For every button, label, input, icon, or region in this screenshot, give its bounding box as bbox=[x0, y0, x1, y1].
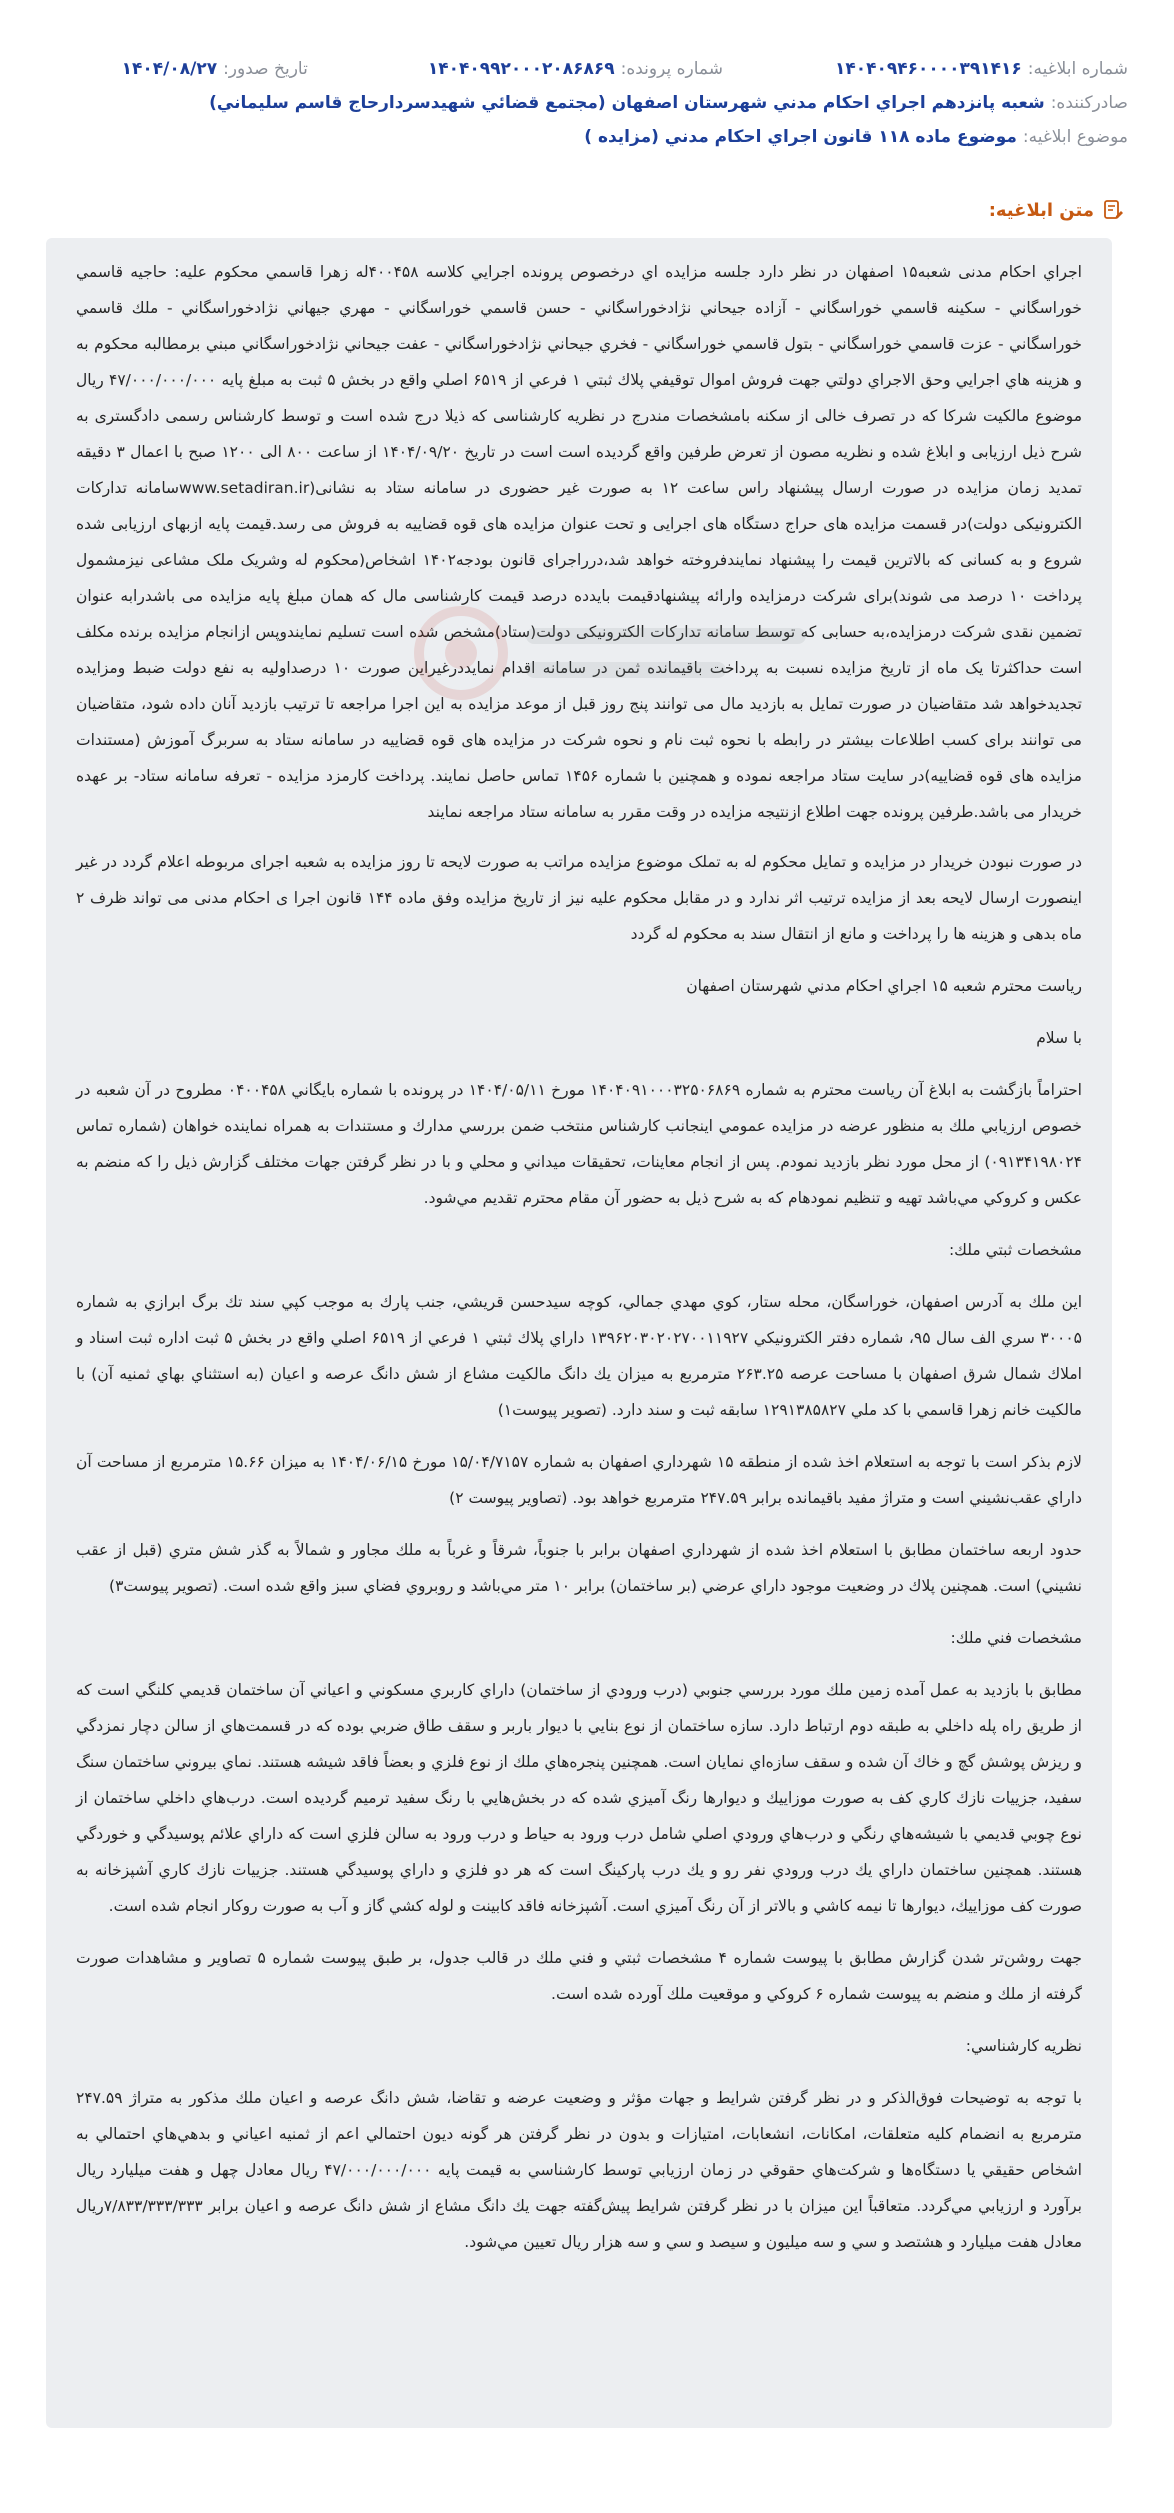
heading-expert-opinion: نظريه كارشناسي: bbox=[965, 2037, 1082, 2055]
subject-value: موضوع ماده ۱۱۸ قانون اجراي احكام مدني (مزايده ) bbox=[584, 127, 1017, 147]
notice-number-label: شماره ابلاغیه: bbox=[1027, 59, 1128, 79]
paragraph-registration-details: اين ملك به آدرس اصفهان، خوراسگان، محله ستار، كوي مهدي جمالي، كوچه سيدحسن قريشي، جنب پارك به موجب كپي سند تك برگ ابرازي به شماره ۳۰۰۰۵ سري الف سال ۹۵، شماره دفتر الكترونيكي ۱۳۹۶۲۰۳۰۲۰۲۷۰۰۱۱۹۲۷ داراي پلاك ثبتي ۱ فرعي از ۶۵۱۹ اصلي واقع در بخش ۵ ثبت اداره ثبت اسناد و املاك شمال شرق اصفهان با مساحت عرصه ۲۶۳.۲۵ مترمربع به ميزان يك دانگ مالكيت مشاع از شش دانگ عرصه و اعيان (به استثناي بهاي ثمنيه آن) با مالكيت خانم زهرا قاسمي با كد ملي ۱۲۹۱۳۸۵۸۲۷ سابقه ثبت و سند دارد. (تصوير پيوست۱) bbox=[76, 1293, 1082, 1419]
paragraph-setback: لازم بذكر است با توجه به استعلام اخذ شده از منطقه ۱۵ شهرداري اصفهان به شماره ۱۵/۰۴/۷۱۵۷ مورخ ۱۴۰۴/۰۶/۱۵ به ميزان ۱۵.۶۶ مترمربع از مساحت آن داراي عقب‌نشيني است و متراژ مفيد باقيمانده برابر ۲۴۷.۵۹ مترمربع خواهد بود. (تصاوير پيوست ۲) bbox=[76, 1453, 1083, 1507]
notice-meta-row bbox=[46, 52, 1128, 86]
paragraph-greeting: با سلام bbox=[1036, 1029, 1082, 1047]
case-number-field bbox=[428, 52, 723, 86]
issue-date-field bbox=[122, 52, 308, 86]
paragraph-expert-intro: احتراماً بازگشت به ابلاغ آن رياست محترم به شماره ۱۴۰۴۰۹۱۰۰۰۳۲۵۰۶۸۶۹ مورخ ۱۴۰۴/۰۵/۱۱ در پرونده با شماره بايگاني ۰۴۰۰۴۵۸ مطروح در آن شعبه در خصوص ارزيابي ملك به منظور عرضه در مزايده عمومي اينجانب كارشناس منتخب ضمن بررسي مدارك و مستندات به همراه نماينده خواهان (شماره تماس ۰۹۱۳۴۱۹۸۰۲۴) از محل مورد نظر بازديد نمودم. پس از انجام معاينات، تحقيقات ميداني و محلي و با در نظر گرفتن جهات مختلف گزارش ذيل را كه منضم به عكس و كروكي مي‌باشد تهيه و تنظيم نمودهام كه به شرح ذيل به حضور آن مقام محترم تقديم مي‌شود. bbox=[76, 1081, 1082, 1207]
paragraph-attachments: جهت روشن‌تر شدن گزارش مطابق با پيوست شماره ۴ مشخصات ثبتي و فني ملك در قالب جدول، بر طبق پيوست شماره ۵ تصاوير و مشاهدات صورت گرفته از ملك و منضم به پيوست شماره ۶ كروكي و موقعيت ملك آورده شده است. bbox=[76, 1949, 1082, 2003]
issue-date-value: ۱۴۰۴/۰۸/۲۷ bbox=[121, 59, 218, 79]
paragraph-technical-details: مطابق با بازديد به عمل آمده زمين ملك مورد بررسي جنوبي (درب ورودي از ساختمان) داراي كاربري مسكوني و اعياني آن ساختمان قديمي كلنگي است كه از طريق راه پله داخلي به طبقه دوم ارتباط دارد. سازه ساختمان از نوع بنايي با ديوار باربر و سقف طاق ضربي بوده كه در قسمت‌هاي از سالن دچار نمزدگي و ريزش پوشش گچ و خاك آن شده و سقف سازه‌اي نمايان است. همچنين پنجره‌هاي ملك از نوع فلزي و بعضاً فاقد شيشه هستند. نماي بيروني ساختمان سنگ سفيد، جزييات نازك كاري كف به صورت موزاييك و ديوارها رنگ آميزي شده كه در بخش‌هايي با رنگ سفيد ترميم گرديده است. درب‌هاي داخلي ساختمان از نوع چوبي قديمي با شيشه‌هاي رنگي و درب‌هاي ورودي اصلي شامل درب ورود به حياط و درب ورود به سالن فلزي است كه داراي علائم پوسيدگي و خوردگي هستند. همچنين ساختمان داراي يك درب ورودي نفر رو و يك درب پاركينگ است كه هر دو فلزي و داراي پوسيدگي هستند. جزييات نازك كاري آشپزخانه به صورت كف موزاييك، ديوارها تا نيمه كاشي و بالاتر از آن رنگ آميزي است. آشپزخانه فاقد كابينت و لوله كشي گاز و آب به صورت روكار انجام شده است. bbox=[76, 1681, 1082, 1915]
subject-label: موضوع ابلاغیه: bbox=[1022, 127, 1128, 147]
notice-body bbox=[46, 238, 1112, 2428]
notice-number-value: ۱۴۰۴۰۹۴۶۰۰۰۰۳۹۱۴۱۶ bbox=[834, 59, 1022, 79]
subject-row bbox=[46, 120, 1128, 154]
paragraph-auction-announcement: اجراي احكام مدنی شعبه۱۵ اصفهان در نظر دارد جلسه مزايده اي درخصوص پرونده اجرايي كلاسه ۴۰۰۴۵۸له زهرا قاسمي محكوم عليه: حاجيه قاسمي خوراسگاني - سكينه قاسمي خوراسگاني - آزاده جيحاني نژادخوراسگاني - حسن قاسمي خوراسگاني - مهري جيهاني نژادخوراسگاني - ملك قاسمي خوراسگاني - عزت قاسمي خوراسگاني - بتول قاسمي خوراسگاني - فخري جيحاني نژادخوراسگاني - عفت جيحاني نژادخوراسگاني مبني برمطالبه محكوم به و هزينه هاي اجرايي وحق الاجراي دولتي جهت فروش اموال توقيفي پلاك ثبتي ۱ فرعي از ۶۵۱۹ اصلي واقع در بخش ۵ ثبت به مبلغ پايه ۴۷/۰۰۰/۰۰۰/۰۰۰ ريال موضوع مالكيت شركا كه در تصرف خالی از سكنه بامشخصات مندرج در نظريه كارشناسی كه ذيلا درج شده است و توسط كارشناس رسمی دادگستری به شرح ذيل ارزيابی و ابلاغ شده و نظريه مصون از تعرض طرفين واقع گرديده است است در تاريخ ۱۴۰۴/۰۹/۲۰ از ساعت ۸۰۰ الی ۱۲۰۰ صبح با اعمال ۳ دقيقه تمديد زمان مزايده در صورت ارسال پيشنهاد راس ساعت ۱۲ به صورت غير حضوری در سامانه ستاد به نشانی(www.setadiran.irسامانه تداركات الكترونيكی دولت)در قسمت مزايده های حراج دستگاه های اجرايی و تحت عنوان مزايده های قوه قضاييه به فروش می رسد.قيمت پايه ازبهای ارزيابی شده شروع و به كسانی كه بالاترين قيمت را پيشنهاد نمايندفروخته خواهد شد،درراجرای قانون بودجه۱۴۰۲ اشخاص(محكوم له وشريک ملک مشاعی نيزمشمول پرداخت ۱۰ درصد می شوند)برای شركت درمزايده وارائه پيشنهادقيمت بايدده درصد قيمت كارشناسی مال كه همان مبلغ پايه مزايده می باشدرابه عنوان تضمين نقدی شركت درمزايده،به حسابی كه توسط سامانه تداركات الكترونيكی دولت(ستاد)مشخص شده است تسليم نمايندوپس ازانجام مزايده برنده مكلف است حداكثرتا يک ماه از تاريخ مزايده نسبت به پرداخت باقيمانده ثمن در سامانه اقدام نمايددرغيراين صورت ۱۰ درصداوليه به نفع دولت ضبط ومزايده تجديدخواهد شد متقاضيان در صورت تمايل به بازديد مال می توانند پنج روز قبل از موعد مزايده به اين اجرا مراجعه تا ترتيب بازديد آنان داده شود، متقاضيان می توانند برای كسب اطلاعات بيشتر در رابطه با نحوه ثبت نام و نحوه شركت در مزايده های قوه قضاييه در سامانه ستاد به سربرگ آموزش (مستندات مزايده های قوه قضاييه)در سايت ستاد مراجعه نموده و همچنين با شماره ۱۴۵۶ تماس حاصل نمايند. پرداخت كارمزد مزايده - تعرفه سامانه ستاد- بر عهده خريدار می باشد.طرفين پرونده جهت اطلاع ازنتيجه مزايده در وقت مقرر به سامانه ستاد مراجعه نمايند bbox=[76, 263, 1083, 821]
paragraph-addressee: رياست محترم شعبه ۱۵ اجراي احكام مدني شهرستان اصفهان bbox=[686, 977, 1082, 995]
notice-number-field bbox=[835, 52, 1128, 86]
heading-technical-details: مشخصات فني ملك: bbox=[950, 1629, 1082, 1647]
case-number-value: ۱۴۰۴۰۹۹۲۰۰۰۲۰۸۶۸۶۹ bbox=[427, 59, 615, 79]
document-edit-icon bbox=[1102, 199, 1124, 221]
paragraph-no-buyer: در صورت نبودن خريدار در مزايده و تمايل محكوم له به تملک موضوع مزايده مراتب به صورت لايحه تا روز مزايده به شعبه اجرای مربوطه اعلام گردد در غير اينصورت ارسال لايحه بعد از مزايده ترتيب اثر ندارد و در مقابل محكوم عليه نيز از تاريخ مزايده وفق ماده ۱۴۴ قانون اجرا ی احكام مدنی می تواند ظرف ۲ ماه بدهی و هزينه ها را پرداخت و مانع از انتقال سند به محكوم له گردد bbox=[76, 853, 1082, 943]
notice-header bbox=[46, 52, 1128, 154]
issuer-label: صادرکننده: bbox=[1050, 93, 1128, 113]
issuer-row bbox=[46, 86, 1128, 120]
issuer-value: شعبه پانزدهم اجراي احكام مدني شهرستان اصفهان (مجتمع قضائي شهيدسردارحاج قاسم سليماني) bbox=[209, 93, 1045, 113]
paragraph-boundaries: حدود اربعه ساختمان مطابق با استعلام اخذ شده از شهرداري اصفهان برابر با جنوباً، شرقاً و غرباً به ملك مجاور و شمالاً به گذر شش متري (قبل از عقب نشيني) است. همچنين پلاك در وضعيت موجود داراي عرضي (بر ساختمان) برابر ۱۰ متر مي‌باشد و روبروي فضاي سبز واقع شده است. (تصوير پيوست۳) bbox=[76, 1541, 1082, 1595]
paragraph-expert-opinion: با توجه به توضيحات فوق‌الذكر و در نظر گرفتن شرايط و جهات مؤثر و وضعيت عرضه و تقاضا، شش دانگ عرصه و اعيان ملك مذكور به متراژ ۲۴۷.۵۹ مترمربع به انضمام كليه متعلقات، امكانات، انشعابات، امتيازات و بدون در نظر گرفتن هر گونه ديون احتمالي اعم از ثمنيه اعياني و بدهي‌هاي احتمالي به اشخاص حقيقي يا دستگاه‌ها و شركت‌هاي حقوقي در زمان ارزيابي توسط كارشناسي به قيمت پايه ۴۷/۰۰۰/۰۰۰/۰۰۰ ريال معادل چهل و هفت ميليارد ريال برآورد و ارزيابي مي‌گردد. متعاقباً اين ميزان با در نظر گرفتن شرايط پيش‌گفته جهت يك دانگ مشاع از شش دانگ عرصه و اعيان برابر ۷/۸۳۳/۳۳۳/۳۳۳ريال معادل هفت ميليارد و هشتصد و سي و سه ميليون و سيصد و سي و سه هزار ريال تعيين مي‌شود. bbox=[76, 2089, 1082, 2251]
heading-registration-details: مشخصات ثبتي ملك: bbox=[948, 1241, 1082, 1259]
notice-text-title: متن ابلاغیه: bbox=[988, 199, 1094, 221]
notice-text-heading bbox=[989, 199, 1124, 221]
issue-date-label: تاریخ صدور: bbox=[223, 59, 308, 79]
case-number-label: شماره پرونده: bbox=[620, 59, 723, 79]
